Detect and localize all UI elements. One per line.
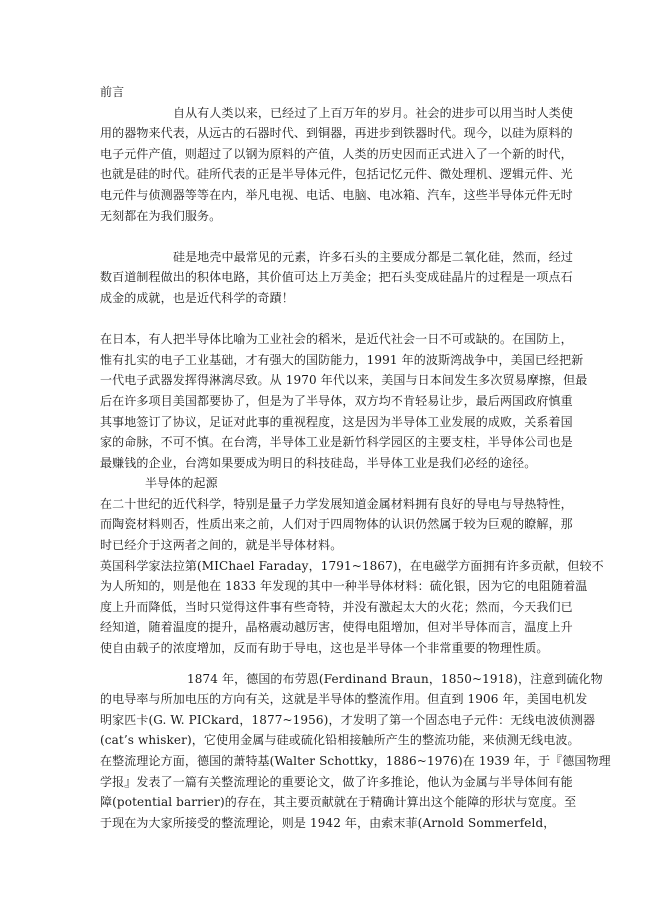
text-line: 使自由载子的浓度增加，反而有助于导电，这也是半导体一个非常重要的物理性质。 xyxy=(100,641,549,656)
document-page xyxy=(100,82,611,833)
paragraph-gap xyxy=(100,659,545,669)
text-line: 于现在为大家所接受的整流理论，则是 1942 年，由索末菲(Arnold Sommerfeld， xyxy=(100,815,556,830)
text-line: 无刻都在为我们服务。 xyxy=(100,208,222,223)
preface-paragraph-2 xyxy=(100,247,573,309)
origin-paragraph-3 xyxy=(100,669,611,834)
text-line: 度上升而降低，当时只觉得这件事有些奇特，并没有激起太大的火花；然而，今天我们已 xyxy=(100,599,573,614)
text-line: 而陶瓷材料则否，性质出来之前，人们对于四周物体的认识仍然属于较为巨观的瞭解，那 xyxy=(100,517,573,532)
text-line: 明家匹卡(G. W. PICkard，1877~1956)，才发明了第一个固态电子元件：无线电波侦测器 xyxy=(100,712,596,727)
section-heading: 半导体的起源 xyxy=(145,476,218,491)
text-line: 一代电子武器发挥得淋漓尽致。从 1970 年代以来，美国与日本间发生多次贸易摩擦，但最 xyxy=(100,373,588,388)
text-line: 电子元件产值，则超过了以钢为原料的产值，人类的历史因而正式进入了一个新的时代， xyxy=(100,146,573,161)
text-line: 数百道制程做出的积体电路，其价值可达上万美金；把石头变成硅晶片的过程是一项点石 xyxy=(100,270,573,285)
text-line: 后在许多项目美国都要协了，但是为了半导体，双方均不肯轻易让步，最后两国政府慎重 xyxy=(100,393,573,408)
text-line: 用的器物来代表，从远古的石器时代、到铜器，再进步到铁器时代。现今，以硅为原料的 xyxy=(100,126,573,141)
text-line: 家的命脉，不可不慎。在台湾，半导体工业是新竹科学园区的主要支柱，半导体公司也是 xyxy=(100,435,573,450)
origin-paragraph-2 xyxy=(100,556,604,659)
text-line: (cat’s whisker)，它使用金属与硅或硫化铅相接触所产生的整流功能，来侦测无线电波。 xyxy=(100,733,580,748)
text-line: 惟有扎实的电子工业基础，才有强大的国防能力，1991 年的波斯湾战争中，美国已经把新 xyxy=(100,352,584,367)
text-line: 为人所知的，则是他在 1833 年发现的其中一种半导体材料：硫化银，因为它的电阻随着温 xyxy=(100,579,588,594)
text-line: 电元件与侦测器等等在内，举凡电视、电话、电脑、电冰箱、汽车，这些半导体元件无时 xyxy=(100,187,573,202)
text-line: 成金的成就，也是近代科学的奇蹟！ xyxy=(100,290,294,305)
paragraph-gap xyxy=(100,226,545,247)
text-line: 障(potential barrier)的存在，其主要贡献就在于精确计算出这个能障的形状与宽度。至 xyxy=(100,795,577,810)
text-line: 也就是硅的时代。硅所代表的正是半导体元件，包括记忆元件、微处理机、逻辑元件、光 xyxy=(100,167,573,182)
text-line: 在整流理论方面，德国的萧特基(Walter Schottky，1886~1976)在 1939 年，于『德国物理 xyxy=(100,754,611,768)
text-line: 最赚钱的企业，台湾如果要成为明日的科技硅岛，半导体工业是我们必经的途径。 xyxy=(100,455,537,470)
text-line: 学报』发表了一篇有关整流理论的重要论文，做了许多推论，他认为金属与半导体间有能 xyxy=(100,774,573,789)
page-title: 前言 xyxy=(100,85,125,99)
text-line: 的电导率与所加电压的方向有关，这就是半导体的整流作用。但直到 1906 年，美国电机发 xyxy=(100,692,588,707)
origin-paragraph-1 xyxy=(100,494,573,556)
text-line: 其事地签订了协议，足证对此事的重视程度，这是因为半导体工业发展的成败，关系着国 xyxy=(100,414,573,429)
text-line: 经知道，随着温度的提升，晶格震动越厉害，使得电阻增加，但对半导体而言，温度上升 xyxy=(100,620,573,635)
text-line: 自从有人类以来，已经过了上百万年的岁月。社会的进步可以用当时人类使 xyxy=(173,105,573,120)
text-line: 在二十世纪的近代科学，特别是量子力学发展知道金属材料拥有良好的导电与导热特性， xyxy=(100,496,573,511)
preface-paragraph-3 xyxy=(100,329,588,473)
text-line: 在日本，有人把半导体比喻为工业社会的稻米，是近代社会一日不可或缺的。在国防上， xyxy=(100,332,573,347)
paragraph-gap xyxy=(100,309,545,330)
text-line: 硅是地壳中最常见的元素，许多石头的主要成分都是二氧化硅，然而，经过 xyxy=(173,249,573,264)
text-line: 1874 年，德国的布劳恩(Ferdinand Braun，1850~1918)，注意到硫化物 xyxy=(187,671,603,686)
text-line: 时已经介于这两者之间的，就是半导体材料。 xyxy=(100,538,343,553)
text-line: 英国科学家法拉第(MIChael Faraday，1791~1867)，在电磁学方面拥有许多贡献，但较不 xyxy=(100,558,604,573)
preface-paragraph-1 xyxy=(100,103,573,227)
